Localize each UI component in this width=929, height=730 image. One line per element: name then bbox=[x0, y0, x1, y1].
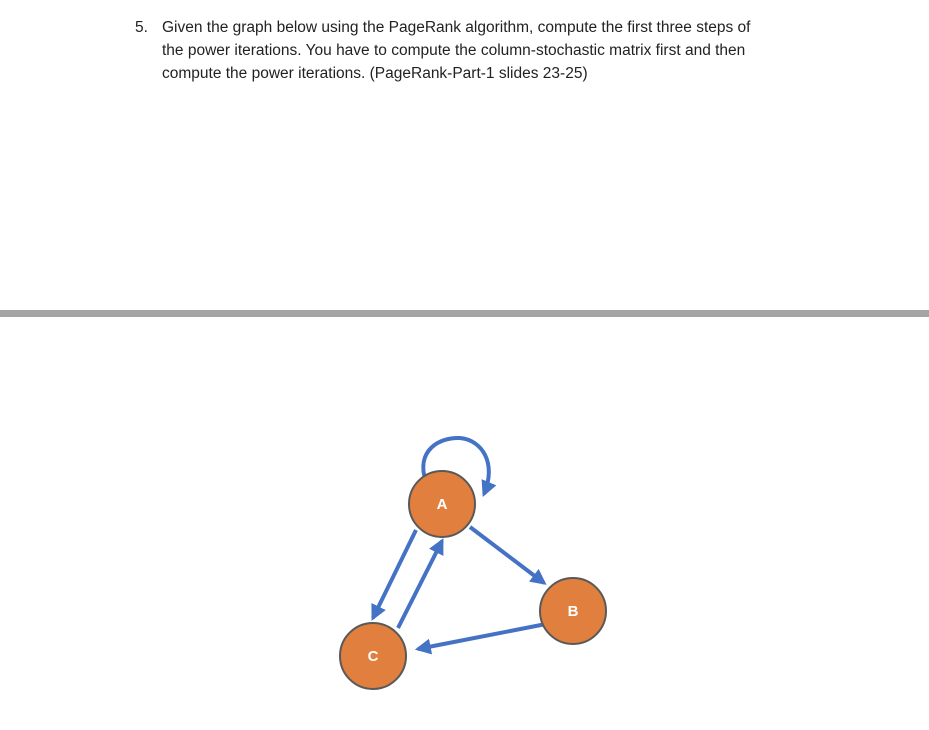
question-line-2: the power iterations. You have to compute the column-stochastic matrix first and then bbox=[162, 42, 746, 59]
question-line-3: compute the power iterations. (PageRank-Part-1 slides 23-25) bbox=[162, 65, 588, 82]
node-a bbox=[409, 471, 475, 537]
node-a-label: A bbox=[436, 495, 448, 513]
node-c bbox=[340, 623, 406, 689]
node-b-label: B bbox=[567, 602, 579, 620]
question-number: 5. bbox=[135, 19, 148, 36]
node-b bbox=[540, 578, 606, 644]
question-line-1: Given the graph below using the PageRank algorithm, compute the first three steps of bbox=[162, 19, 751, 36]
edge-b-c bbox=[418, 624, 546, 649]
edge-a-b bbox=[470, 527, 544, 583]
node-c-label: C bbox=[367, 647, 379, 665]
